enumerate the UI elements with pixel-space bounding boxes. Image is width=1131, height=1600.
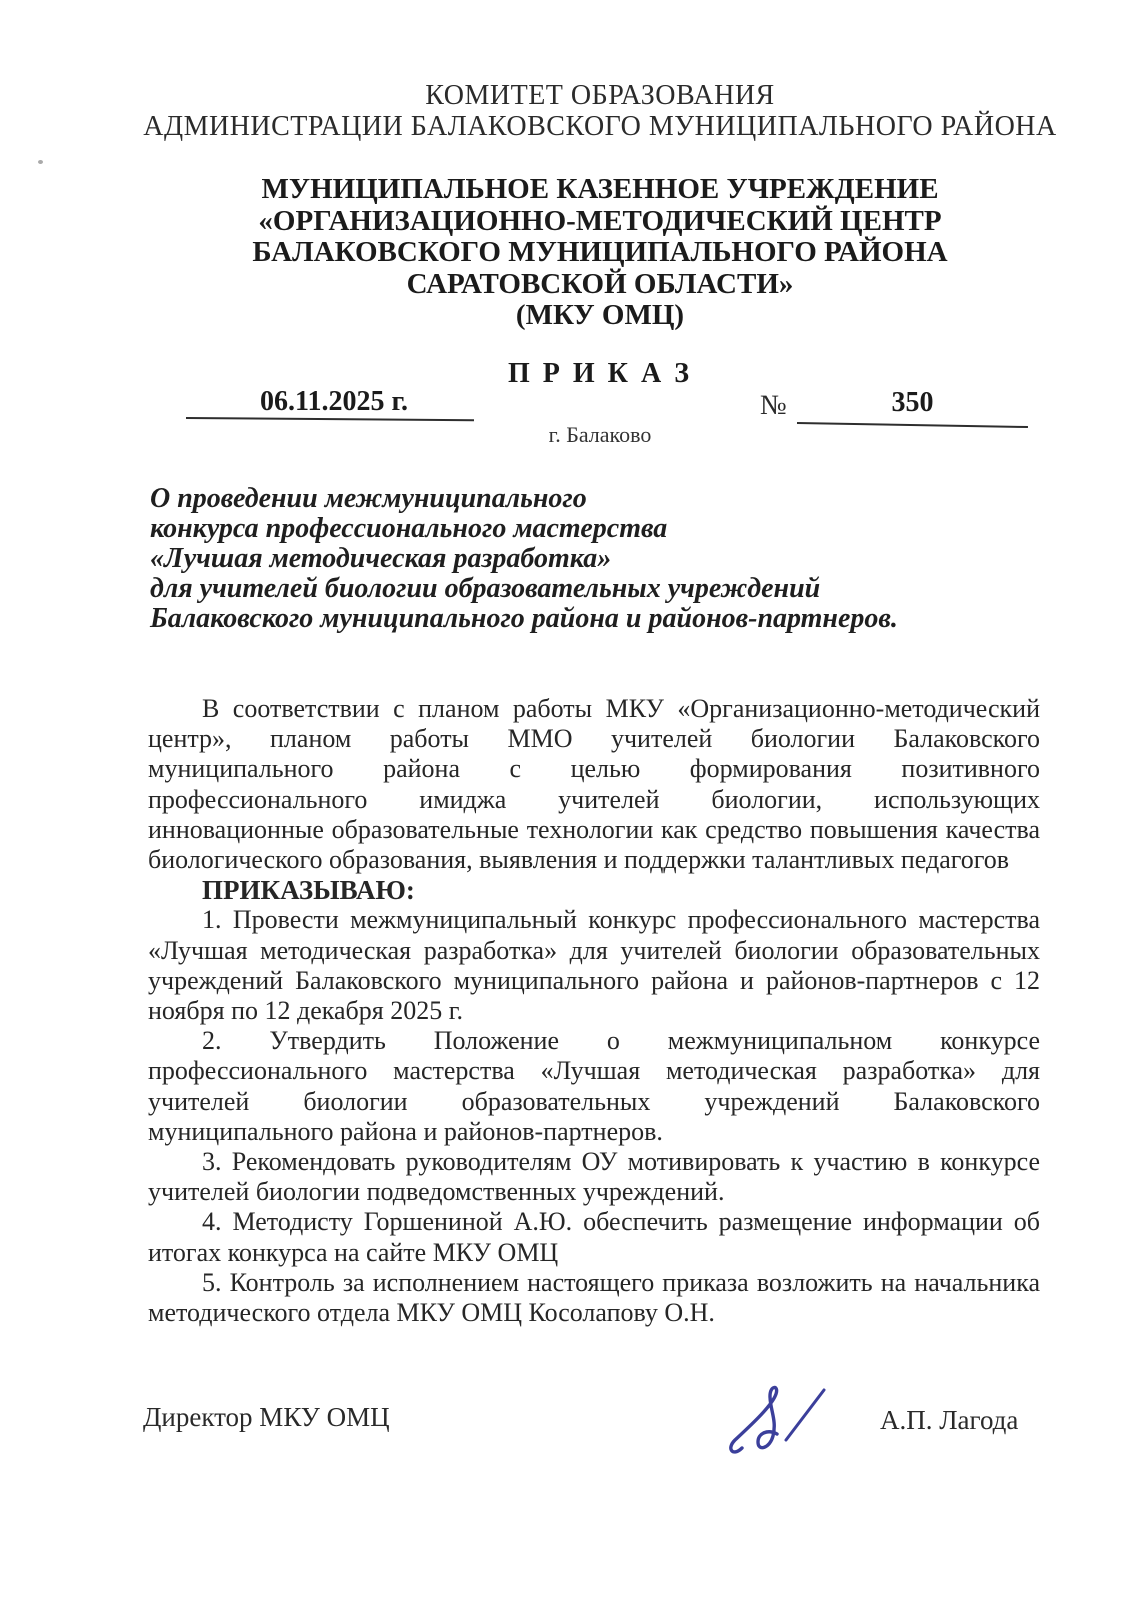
signature-name: А.П. Лагода xyxy=(880,1405,1019,1435)
order-item-5: 5. Контроль за исполнением настоящего приказа возложить на начальника методического отдела МКУ ОМЦ Косолапову О.Н. xyxy=(148,1267,1040,1328)
organization-name-line1: МУНИЦИПАЛЬНОЕ КАЗЕННОЕ УЧРЕЖДЕНИЕ xyxy=(261,173,939,205)
handwritten-signature xyxy=(712,1348,842,1468)
order-subject-line4: для учителей биологии образовательных учреждений xyxy=(150,573,821,604)
document-type-title: П Р И К А З xyxy=(508,358,692,389)
order-date: 06.11.2025 г. xyxy=(259,386,408,417)
organization-name-line2: «ОРГАНИЗАЦИОННО-МЕТОДИЧЕСКИЙ ЦЕНТР xyxy=(258,204,942,237)
committee-header-line1: КОМИТЕТ ОБРАЗОВАНИЯ xyxy=(425,80,775,111)
scan-speck-artifact xyxy=(38,160,43,164)
order-item-2: 2. Утвердить Положение о межмуниципальном конкурсе профессионального мастерства «Лучшая методическая разработка» для учителей биологии образовательных учреждений Балаковского муниципального района и районов-партнеров. xyxy=(148,1026,1040,1146)
order-body xyxy=(148,694,1040,1328)
signature-role: Директор МКУ ОМЦ xyxy=(143,1402,390,1432)
resolve-label: ПРИКАЗЫВАЮ: xyxy=(202,875,415,906)
number-sign: № xyxy=(760,390,787,421)
order-intro-paragraph: В соответствии с планом работы МКУ «Организационно-методический центр», планом работы ММО учителей биологии Балаковского муниципального района с целью формирования позитивного профессионального имиджа учителей биологии, использующих инновационные образовательные технологии как средство повышения качества биологического образования, выявления и поддержки талантливых педагогов xyxy=(148,694,1040,875)
organization-name-line5: (МКУ ОМЦ) xyxy=(515,299,685,331)
order-number: 350 xyxy=(891,387,934,418)
organization-name-line4: САРАТОВСКОЙ ОБЛАСТИ» xyxy=(406,267,794,300)
order-subject-line3: «Лучшая методическая разработка» xyxy=(150,543,612,574)
order-subject-line1: О проведении межмуниципального xyxy=(150,483,587,514)
committee-header-line2: АДМИНИСТРАЦИИ БАЛАКОВСКОГО МУНИЦИПАЛЬНОГО РАЙОНА xyxy=(143,111,1057,142)
order-subject xyxy=(150,484,950,634)
order-city: г. Балаково xyxy=(548,422,652,447)
committee-header xyxy=(70,80,1130,142)
order-item-4: 4. Методисту Горшениной А.Ю. обеспечить размещение информации об итогах конкурса на сайте МКУ ОМЦ xyxy=(148,1207,1040,1267)
order-item-3: 3. Рекомендовать руководителям ОУ мотивировать к участию в конкурсе учителей биологии подведомственных учреждений. xyxy=(148,1147,1040,1207)
order-subject-line5: Балаковского муниципального района и районов-партнеров. xyxy=(150,603,898,634)
order-item-1: 1. Провести межмуниципальный конкурс профессионального мастерства «Лучшая методическая разработка» для учителей биологии образовательных учреждений Балаковского муниципального района и районов-партнеров с 12 ноября по 12 декабря 2025 г. xyxy=(148,905,1040,1026)
order-subject-line2: конкурса профессионального мастерства xyxy=(150,513,668,544)
organization-name xyxy=(70,174,1130,332)
organization-name-line3: БАЛАКОВСКОГО МУНИЦИПАЛЬНОГО РАЙОНА xyxy=(252,236,948,268)
